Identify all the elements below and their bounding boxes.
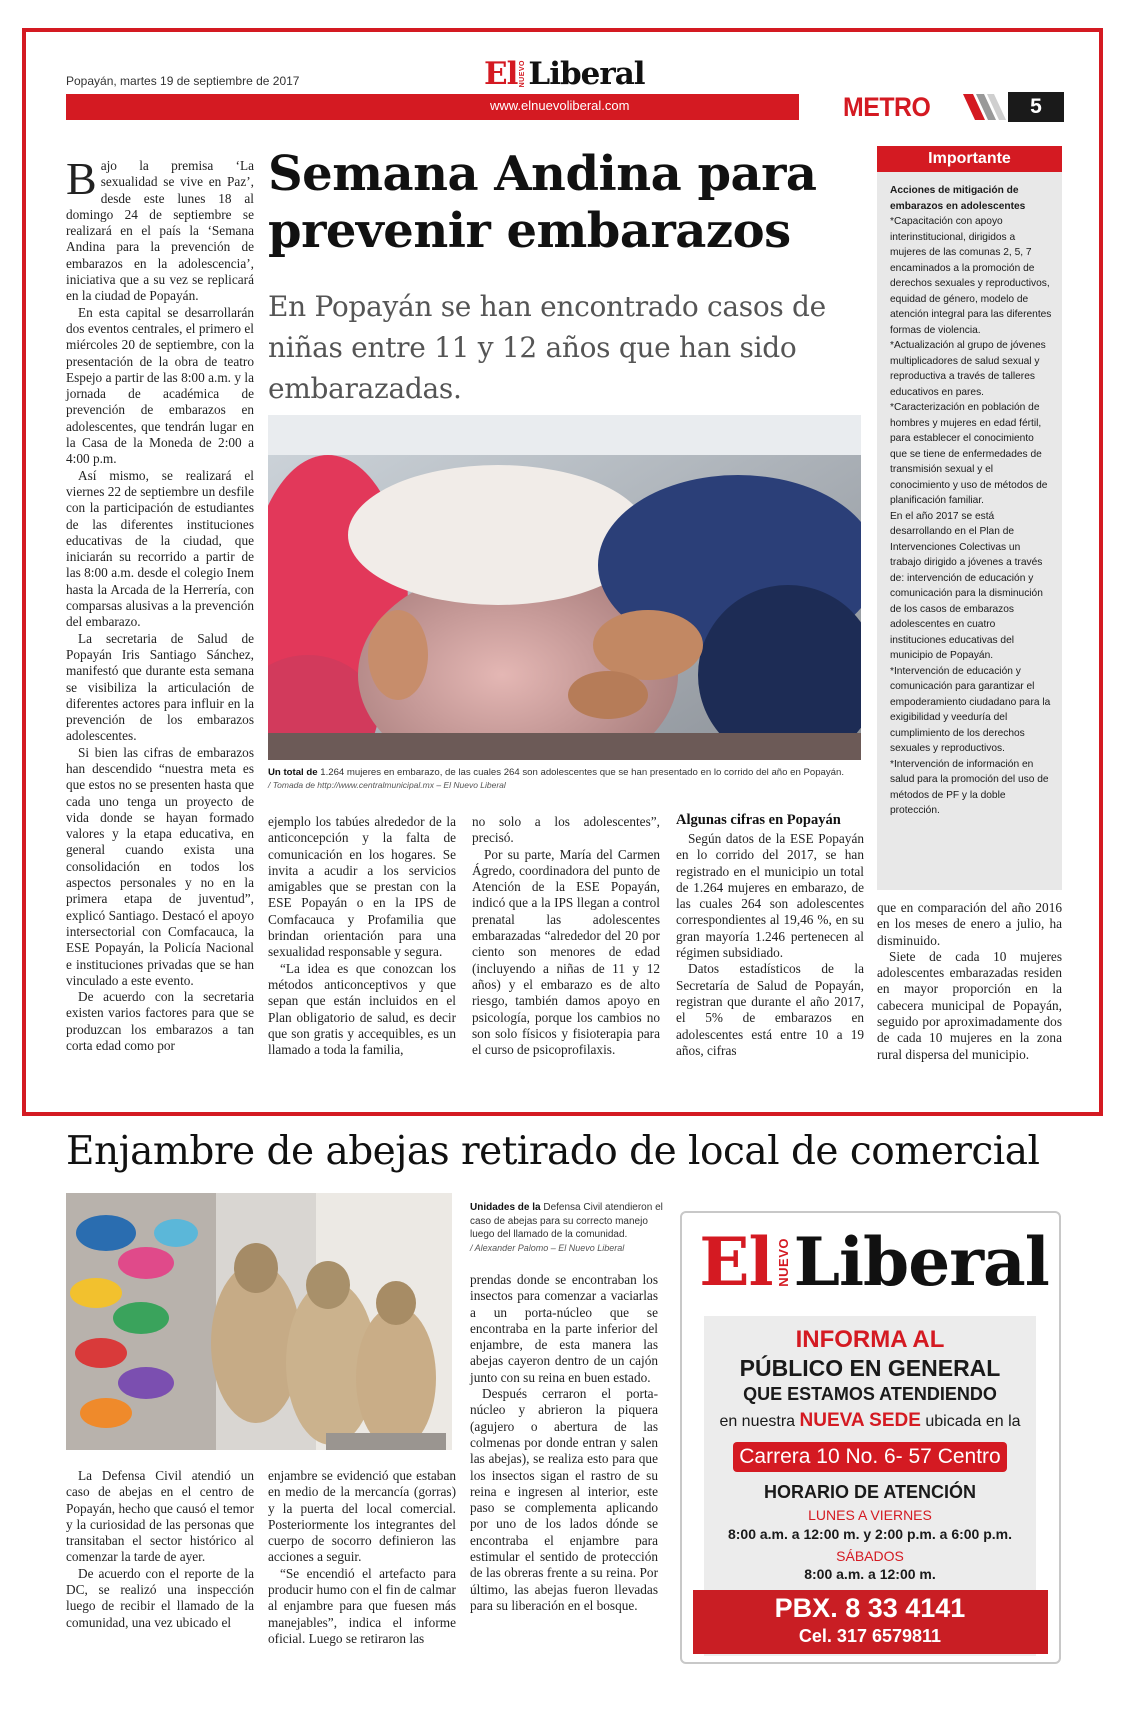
paragraph: Datos estadísticos de la Secretaría de Salud de Popayán, registran que durante el año 2017, el 5% de embarazos en adolescentes está entre 10 a 19 años, cifras — [676, 961, 864, 1058]
importante-item: *Actualización al grupo de jóvenes multiplicadores de salud sexual y reproductiva a través de talleres educativos en pares. — [890, 340, 1046, 398]
ad-hours-title: HORARIO DE ATENCIÓN — [763, 1482, 976, 1502]
paragraph: que en comparación del año 2016 en los meses de enero a julio, ha disminuido. — [877, 900, 1062, 948]
ad-weekdays-label: LUNES A VIERNES — [808, 1507, 932, 1523]
article2-headline: Enjambre de abejas retirado de local de comercial — [66, 1129, 1040, 1174]
paragraph: “Se encendió el artefacto para producir humo con el fin de calmar al enjambre para que fuesen más manejables”, indica el informe oficial. Luego se retiraron las — [268, 1565, 456, 1646]
article2-photo — [66, 1193, 452, 1450]
paragraph: Si bien las cifras de embarazos han descendido “nuestra meta es que estos no se presenten hasta que cada uno tenga un proyecto de vida donde se hayan formado valores y la etapa educativa, en general cuando exista una consolidación en todos los aspectos personales y no en la primera etapa de juventud”, explicó Santiago. Destacó el apoyo intersectorial con Comfacauca, la ESE Popayán, la Policía Nacional e instituciones privadas que se han vinculado a este evento. — [66, 744, 254, 988]
importante-item: *Intervención de información en salud para la promoción del uso de métodos de PF y la doble protección. — [890, 758, 1049, 816]
article2-column-1 — [66, 1468, 254, 1631]
paragraph: De acuerdo con la secretaria existen varios factores para que se produzcan los embarazos a tan corta edad como por — [66, 989, 254, 1054]
ad-weekdays-hours: 8:00 a.m. a 12:00 m. y 2:00 p.m. a 6:00 p.m. — [727, 1526, 1013, 1542]
logo-liberal-text: Liberal — [528, 55, 645, 92]
dateline: Popayán, martes 19 de septiembre de 2017 — [66, 74, 300, 88]
paragraph: Según datos de la ESE Popayán en lo corrido del 2017, se han registrado en el municipio un total de 1.264 mujeres en embarazo, de las cuales 264 son adolescentes correspondientes al 19,46 %, en su gran mayoría 1.246 pertenecen al régimen subsidiado. — [676, 831, 864, 961]
dropcap: B — [66, 153, 97, 204]
importante-title: Acciones de mitigación de embarazos en adolescentes — [890, 185, 1026, 212]
ad-line-publico: PÚBLICO EN GENERAL — [739, 1355, 1001, 1381]
article1-column-4 — [676, 812, 864, 1059]
logo-nuevo-text: NUEVO — [519, 60, 527, 88]
importante-item: *Caracterización en población de hombres y mujeres en edad fértil, para establecer el conocimiento que se tiene de enfermedades de transmisión sexual y el conocimiento y uso de métodos de planificación familiar. — [890, 402, 1048, 506]
paragraph: Después cerraron el porta-núcleo y abrieron la piquera (agujero o abertura de las colmenas por donde entran y salen las abejas), se realiza esto para que los insectos sigan el rastro de su reina e ingresen al interior, este paso se complementa aplicando por uno de los lados dónde se encontraba el enjambre para estimular el sentido de protección de las obreras frente a su reina. Por último, las abejas fueron llevadas para su liberación en el bosque. — [470, 1386, 658, 1613]
article2-column-2 — [268, 1468, 456, 1647]
article1-subhead: En Popayán se han encontrado casos de niñas entre 11 y 12 años que han sido embarazadas. — [268, 290, 826, 405]
article1-column-3 — [472, 814, 660, 1058]
importante-header: Importante — [877, 146, 1062, 172]
caption-lead: Un total de — [268, 767, 318, 778]
article1-column-1 — [66, 153, 254, 1054]
article1-col1-first-paragraph: Bajo la premisa ‘La sexualidad se vive en Paz’, desde este lunes 18 al domingo 24 de septiembre se realizará en el país la ‘Semana Andina para la prevención de embarazos en la adolescencia’, iniciativa que a su vez se replicará en la ciudad de Popayán. — [66, 153, 254, 304]
ad-phone[interactable]: PBX. 8 33 4141 — [774, 1593, 966, 1623]
website-url[interactable]: www.elnuevoliberal.com — [490, 98, 630, 113]
ad-line-informa: INFORMA AL — [795, 1326, 945, 1353]
caption-source: / Alexander Palomo – El Nuevo Liberal — [470, 1242, 625, 1253]
ad-line-atendiendo: QUE ESTAMOS ATENDIENDO — [743, 1384, 997, 1404]
article2-column-3 — [470, 1272, 658, 1614]
paragraph: La secretaria de Salud de Popayán Iris Santiago Sánchez, manifestó que durante esta semana se visibiliza la articulación de diferentes actores para influir en la prevención de los embarazos adolescentes. — [66, 630, 254, 744]
ad-address: Carrera 10 No. 6- 57 Centro — [733, 1442, 1007, 1472]
importante-item: En el año 2017 se está desarrollando en el Plan de Intervenciones Colectivas un trabajo dirigido a jóvenes a través de: intervención de educación y comunicación para la disminución de los casos de embarazos adolescentes en cuatro instituciones educativas del municipio de Popayán. — [890, 510, 1043, 661]
paragraph: enjambre se evidenció que estaban en medio de la mercancía (gorras) y la puerta del local comercial. Posteriormente los integrantes del cuerpo de socorro definieron las acciones a seguir. — [268, 1468, 456, 1565]
paragraph: no solo a los adolescentes”, precisó. — [472, 814, 660, 846]
section-stripes-icon — [963, 94, 1007, 120]
paragraph: Así mismo, se realizará el viernes 22 de septiembre un desfile con la participación de estudiantes de las diferentes instituciones educativas de la ciudad, que iniciarán su recorrido a partir de las 8:00 a.m. desde el colegio Inem hasta la Arcada de la Herrería, con comparsas alusivas a la prevención del embarazo. — [66, 467, 254, 630]
paragraph: Siete de cada 10 mujeres adolescentes embarazadas residen en mayor proporción en la cabecera municipal de Popayán, seguido por aproximadamente dos de cada 10 mujeres en la zona rural dispersa del municipio. — [877, 948, 1062, 1062]
caption-source: / Tomada de http://www.centralmunicipal.mx – El Nuevo Liberal — [268, 780, 506, 790]
masthead-logo[interactable] — [484, 56, 645, 92]
importante-body — [890, 183, 1052, 819]
article2-photo-caption: Unidades de la Defensa Civil atendieron el caso de abejas para su correcto manejo luego del llamado de la comunidad. / Alexander Palomo – El Nuevo Liberal — [470, 1202, 663, 1253]
paragraph: ejemplo los tabúes alrededor de la anticoncepción y la falta de comunicación en los hogares. Se invita a acudir a los servicios amigables que se prestan con la ESE Popayán o en la IPS de Comfacauca y Profamilia que brindan orientación para una sexualidad responsable y segura. — [268, 814, 456, 960]
logo-el-text: El — [699, 1223, 773, 1301]
article1-column-2 — [268, 814, 456, 1058]
section-name: METRO — [843, 92, 931, 122]
paragraph: De acuerdo con el reporte de la DC, se realizó una inspección luego de recibir el llamado de la comunidad, una vez ubicado el — [66, 1565, 254, 1630]
paragraph: Por su parte, María del Carmen Ágredo, coordinadora del punto de Atención de la ESE Popayán, indicó que a la IPS llegan a control prenatal las adolescentes embarazadas “alrededor del 20 por ciento son menores de edad (incluyendo a niñas de 11 y 12 años) y el embarazo es de alto riesgo, también damos apoyo en psicología, porque los cambios no son solo físicos y fisioterapia para el curso de psicoprofilaxis. — [472, 846, 660, 1058]
ad-cell[interactable]: Cel. 317 6579811 — [798, 1626, 942, 1646]
paragraph: En esta capital se desarrollarán dos eventos centrales, el primero el miércoles 20 de septiembre, con la presentación de la obra de teatro Espejo a partir de las 8:00 a.m. y la jornada de académica de prevención de embarazos en adolescentes, que tendrán lugar en la Casa de la Moneda de 2:00 a 4:00 p.m. — [66, 304, 254, 467]
cifras-subtitle: Algunas cifras en Popayán — [676, 812, 841, 828]
paragraph: prendas donde se encontraban los insectos para comenzar a vaciarlas a un porta-núcleo que se encontraba en la parte inferior del enjambre, de esta manera las abejas cayeron dentro de un cajón junto con su reina en buen estado. — [470, 1272, 658, 1385]
importante-item: *Intervención de educación y comunicación para garantizar el empoderamiento ciudadano para la exigibilidad y veeduría del cumplimiento de los derechos sexuales y reproductivos. — [890, 665, 1051, 754]
ad-logo — [699, 1223, 1049, 1301]
logo-liberal-text: Liberal — [793, 1223, 1049, 1301]
importante-item: *Capacitación con apoyo interinstitucional, dirigidos a mujeres de las comunas 2, 5, 7 encaminados a la promoción de derechos sexuales y reproductivos, equidad de género, modelo de atención integral para las diferentes formas de violencia. — [890, 216, 1052, 336]
article1-photo — [268, 415, 861, 760]
logo-el-text: El — [484, 55, 518, 92]
article1-column-5 — [877, 900, 1062, 1063]
caption-lead: Unidades de la — [470, 1202, 541, 1213]
ad-nueva-sede: NUEVA SEDE — [799, 1410, 921, 1431]
paragraph: “La idea es que conozcan los métodos anticonceptivos y que sepan que están incluidos en el Plan obligatorio de salud, es decir que son gratis y accequibles, es un llamado a toda la familia, — [268, 960, 456, 1058]
paragraph: La Defensa Civil atendió un caso de abejas en el centro de Popayán, hecho que causó el temor y la curiosidad de las personas que transitaban el sector histórico al comenzar la tarde de ayer. — [66, 1468, 254, 1565]
article1-headline: Semana Andina para prevenir embarazos — [268, 146, 817, 259]
ad-line-sede: en nuestra NUEVA SEDE ubicada en la — [719, 1410, 1021, 1431]
masthead-red-bar — [66, 94, 799, 120]
article1-photo-caption: Un total de 1.264 mujeres en embarazo, de las cuales 264 son adolescentes que se han presentado en lo corrido del año en Popayán. / Tomada de http://www.centralmunicipal.mx – El Nuevo Liberal — [268, 767, 844, 790]
logo-nuevo-text: NUEVO — [775, 1237, 791, 1287]
page-number: 5 — [1008, 92, 1064, 122]
ad-saturday-label: SÁBADOS — [836, 1548, 904, 1564]
ad-saturday-hours: 8:00 a.m. a 12:00 m. — [804, 1566, 936, 1582]
